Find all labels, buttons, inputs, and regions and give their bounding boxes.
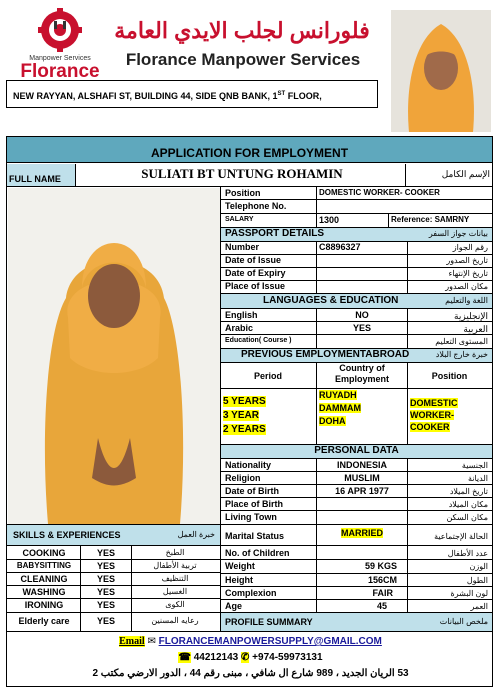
religion-arabic: الديانة: [467, 474, 488, 483]
brand-small: Manpower Services: [29, 55, 91, 62]
skill-cooking-arabic: الطبخ: [165, 548, 185, 557]
english-company-title: Florance Manpower Services: [125, 50, 361, 69]
passport-place-label: Place of Issue: [225, 281, 286, 291]
skills-rows: [7, 545, 221, 631]
complexion-arabic: لون البشرة: [450, 589, 488, 598]
footer: [6, 632, 493, 687]
address-end: FLOOR,: [287, 91, 322, 101]
languages-heading-arabic: اللغة والتعليم: [445, 296, 488, 305]
footer-arabic-address: 53 الريان الجديد ، 989 شارع ال شافي ، مبنى رقم 44 ، الدور الارضي مكتب 2: [92, 668, 409, 679]
skill-cleaning-label: CLEANING: [20, 574, 68, 584]
languages-heading: [221, 294, 492, 308]
height-label: Height: [225, 575, 253, 585]
employment-heading-text: PREVIOUS EMPLOYMENTABROAD: [241, 349, 410, 360]
applicant-photo-large: [8, 188, 220, 524]
passport-heading-text: PASSPORT DETAILS: [225, 228, 325, 239]
full-name-arabic: الإسم الكامل: [441, 169, 490, 179]
footer-email-line: [7, 636, 494, 647]
applicant-photo-small: [391, 10, 491, 132]
skill-babysitting-label: BABYSITTING: [16, 561, 72, 570]
marital-value-cell: [317, 527, 407, 539]
position-3: COOKER: [410, 422, 450, 432]
position-label: Position: [225, 188, 261, 198]
children-label: No. of Children: [225, 548, 290, 558]
passport-issue-arabic: تاريخ الصدور: [446, 256, 488, 265]
skill-babysitting-arabic: تربية الأطفال: [153, 561, 197, 570]
form-title-text: APPLICATION FOR EMPLOYMENT: [150, 146, 349, 160]
skill-washing-label: WASHING: [22, 587, 66, 597]
marital-value: MARRIED: [341, 528, 383, 538]
address-sup: ST: [277, 91, 286, 97]
skill-cleaning-value: YES: [96, 574, 115, 584]
english-value: NO: [355, 310, 369, 320]
religion-label: Religion: [225, 473, 261, 483]
height-value: 156CM: [367, 575, 397, 585]
skills-heading-arabic: خبرة العمل: [177, 530, 215, 539]
email-label: Email: [119, 636, 145, 647]
country-3: DOHA: [319, 416, 346, 426]
age-value: 45: [376, 601, 387, 611]
religion-value: MUSLIM: [344, 473, 380, 483]
header: [0, 0, 497, 132]
form-title: [7, 137, 492, 163]
living-town-arabic: مكان السكن: [446, 513, 488, 522]
phone-icon-2: ✆: [241, 652, 250, 663]
skill-washing-arabic: الغسيل: [162, 587, 188, 596]
skill-babysitting-value: YES: [96, 561, 115, 571]
email-address[interactable]: FLORANCEMANPOWERSUPPLY@GMAIL.COM: [158, 636, 382, 647]
dob-value: 16 APR 1977: [335, 486, 389, 496]
passport-expiry-label: Date of Expiry: [225, 268, 286, 278]
gear-icon: [20, 8, 100, 52]
weight-arabic: الوزن: [469, 562, 488, 571]
age-label: Age: [225, 601, 243, 611]
languages-rows: [221, 308, 492, 348]
period-2: 3 YEAR: [223, 410, 259, 421]
english-label: English: [225, 310, 258, 320]
pob-label: Place of Birth: [225, 499, 284, 509]
position-section: [221, 187, 492, 227]
arabic-label: Arabic: [225, 323, 254, 333]
skill-elderly-value: YES: [96, 616, 115, 626]
marital-label: Marital Status: [225, 531, 285, 541]
periods: [223, 395, 315, 437]
nationality-value: INDONESIA: [336, 460, 387, 470]
skills-heading-text: SKILLS & EXPERIENCES: [13, 530, 121, 540]
position-2: WORKER-: [410, 410, 454, 420]
passport-heading: [221, 228, 492, 241]
passport-number-value: C8896327: [319, 242, 361, 252]
skill-washing-value: YES: [96, 587, 115, 597]
position-value: DOMESTIC WORKER- COOKER: [319, 188, 440, 197]
phone-1[interactable]: 44212143: [193, 652, 239, 663]
address-text: NEW RAYYAN, ALSHAFI ST, BUILDING 44, SIDE QNB BANK, 1: [13, 91, 278, 101]
country-1: RUYADH: [319, 390, 357, 400]
employment-table: [221, 362, 492, 444]
full-name-row: [7, 164, 492, 186]
employment-heading-arabic: خبرة خارج البلاد: [435, 350, 488, 359]
countries: [319, 389, 405, 428]
passport-expiry-arabic: تاريخ الإنتهاء: [448, 269, 488, 278]
positions: [410, 397, 490, 433]
pob-arabic: مكان الميلاد: [448, 500, 488, 509]
passport-issue-label: Date of Issue: [225, 255, 282, 265]
education-arabic: المستوى التعليم: [435, 337, 488, 346]
col-position: Position: [431, 371, 468, 381]
footer-phone-line: [7, 652, 494, 663]
weight-label: Weight: [225, 561, 255, 571]
passport-number-label: Number: [225, 242, 260, 252]
skill-ironing-value: YES: [96, 600, 115, 610]
skill-elderly-arabic: رعايه المسنين: [151, 616, 199, 625]
envelope-icon: ✉: [147, 636, 156, 647]
full-name-label: FULL NAME: [7, 164, 75, 186]
salary-label: SALARY: [225, 216, 254, 223]
arabic-arabic: العربية: [463, 324, 488, 334]
profile-summary-arabic: ملخص البيانات: [439, 617, 488, 626]
height-arabic: الطول: [466, 576, 488, 585]
arabic-value: YES: [352, 323, 371, 333]
dob-label: Date of Birth: [225, 486, 279, 496]
personal-heading-text: PERSONAL DATA: [314, 445, 399, 456]
profile-summary-heading: [221, 613, 492, 631]
col-period: Period: [253, 371, 282, 381]
country-2: DAMMAM: [319, 403, 361, 413]
skill-ironing-label: IRONING: [24, 600, 64, 610]
salary-value: 1300: [319, 215, 340, 225]
skill-elderly-label: Elderly care: [18, 616, 70, 626]
english-arabic: الإنجليزية: [454, 311, 488, 321]
full-name-value: SULIATI BT UNTUNG ROHAMIN: [141, 166, 343, 181]
skill-cooking-value: YES: [96, 548, 115, 558]
personal-rows: [221, 458, 492, 524]
complexion-label: Complexion: [225, 588, 277, 598]
company-logo: [20, 8, 100, 82]
personal-heading: [221, 444, 492, 458]
languages-heading-text: LANGUAGES & EDUCATION: [263, 295, 399, 306]
age-arabic: العمر: [470, 602, 488, 611]
weight-value: 59 KGS: [364, 561, 397, 571]
complexion-value: FAIR: [372, 588, 393, 598]
skill-cleaning-arabic: التنظيف: [161, 574, 189, 583]
skill-cooking-label: COOKING: [22, 548, 66, 558]
children-arabic: عدد الأطفال: [447, 549, 488, 558]
phone-2[interactable]: +974-59973131: [252, 652, 323, 663]
period-3: 2 YEARS: [223, 424, 266, 435]
telephone-label: Telephone No.: [225, 201, 287, 211]
passport-place-arabic: مكان الصدور: [445, 282, 488, 291]
position-1: DOMESTIC: [410, 398, 458, 408]
brand-name: Florance: [20, 61, 100, 82]
period-1: 5 YEARS: [223, 396, 266, 407]
education-label: Education( Course ): [225, 337, 292, 344]
nationality-arabic: الجنسية: [461, 461, 488, 470]
arabic-company-title: فلورانس لجلب الايدي العامة: [114, 18, 370, 43]
skills-heading: [7, 525, 221, 545]
address-box: [6, 80, 378, 108]
marital-arabic: الحالة الإجتماعية: [434, 532, 488, 541]
reference-value: Reference: SAMRNY: [391, 215, 470, 224]
passport-number-arabic: رقم الجواز: [452, 243, 488, 252]
employment-heading: [221, 348, 492, 362]
passport-heading-arabic: بيانات جواز السفر: [428, 229, 488, 238]
living-town-label: Living Town: [225, 512, 277, 522]
dob-arabic: تاريخ الميلاد: [449, 487, 488, 496]
profile-summary-text: PROFILE SUMMARY: [225, 617, 313, 627]
skill-ironing-arabic: الكوى: [165, 600, 185, 609]
nationality-label: Nationality: [225, 460, 272, 470]
col-country: Country of Employment: [334, 363, 389, 384]
phone-icon-1: ☎: [178, 652, 191, 663]
